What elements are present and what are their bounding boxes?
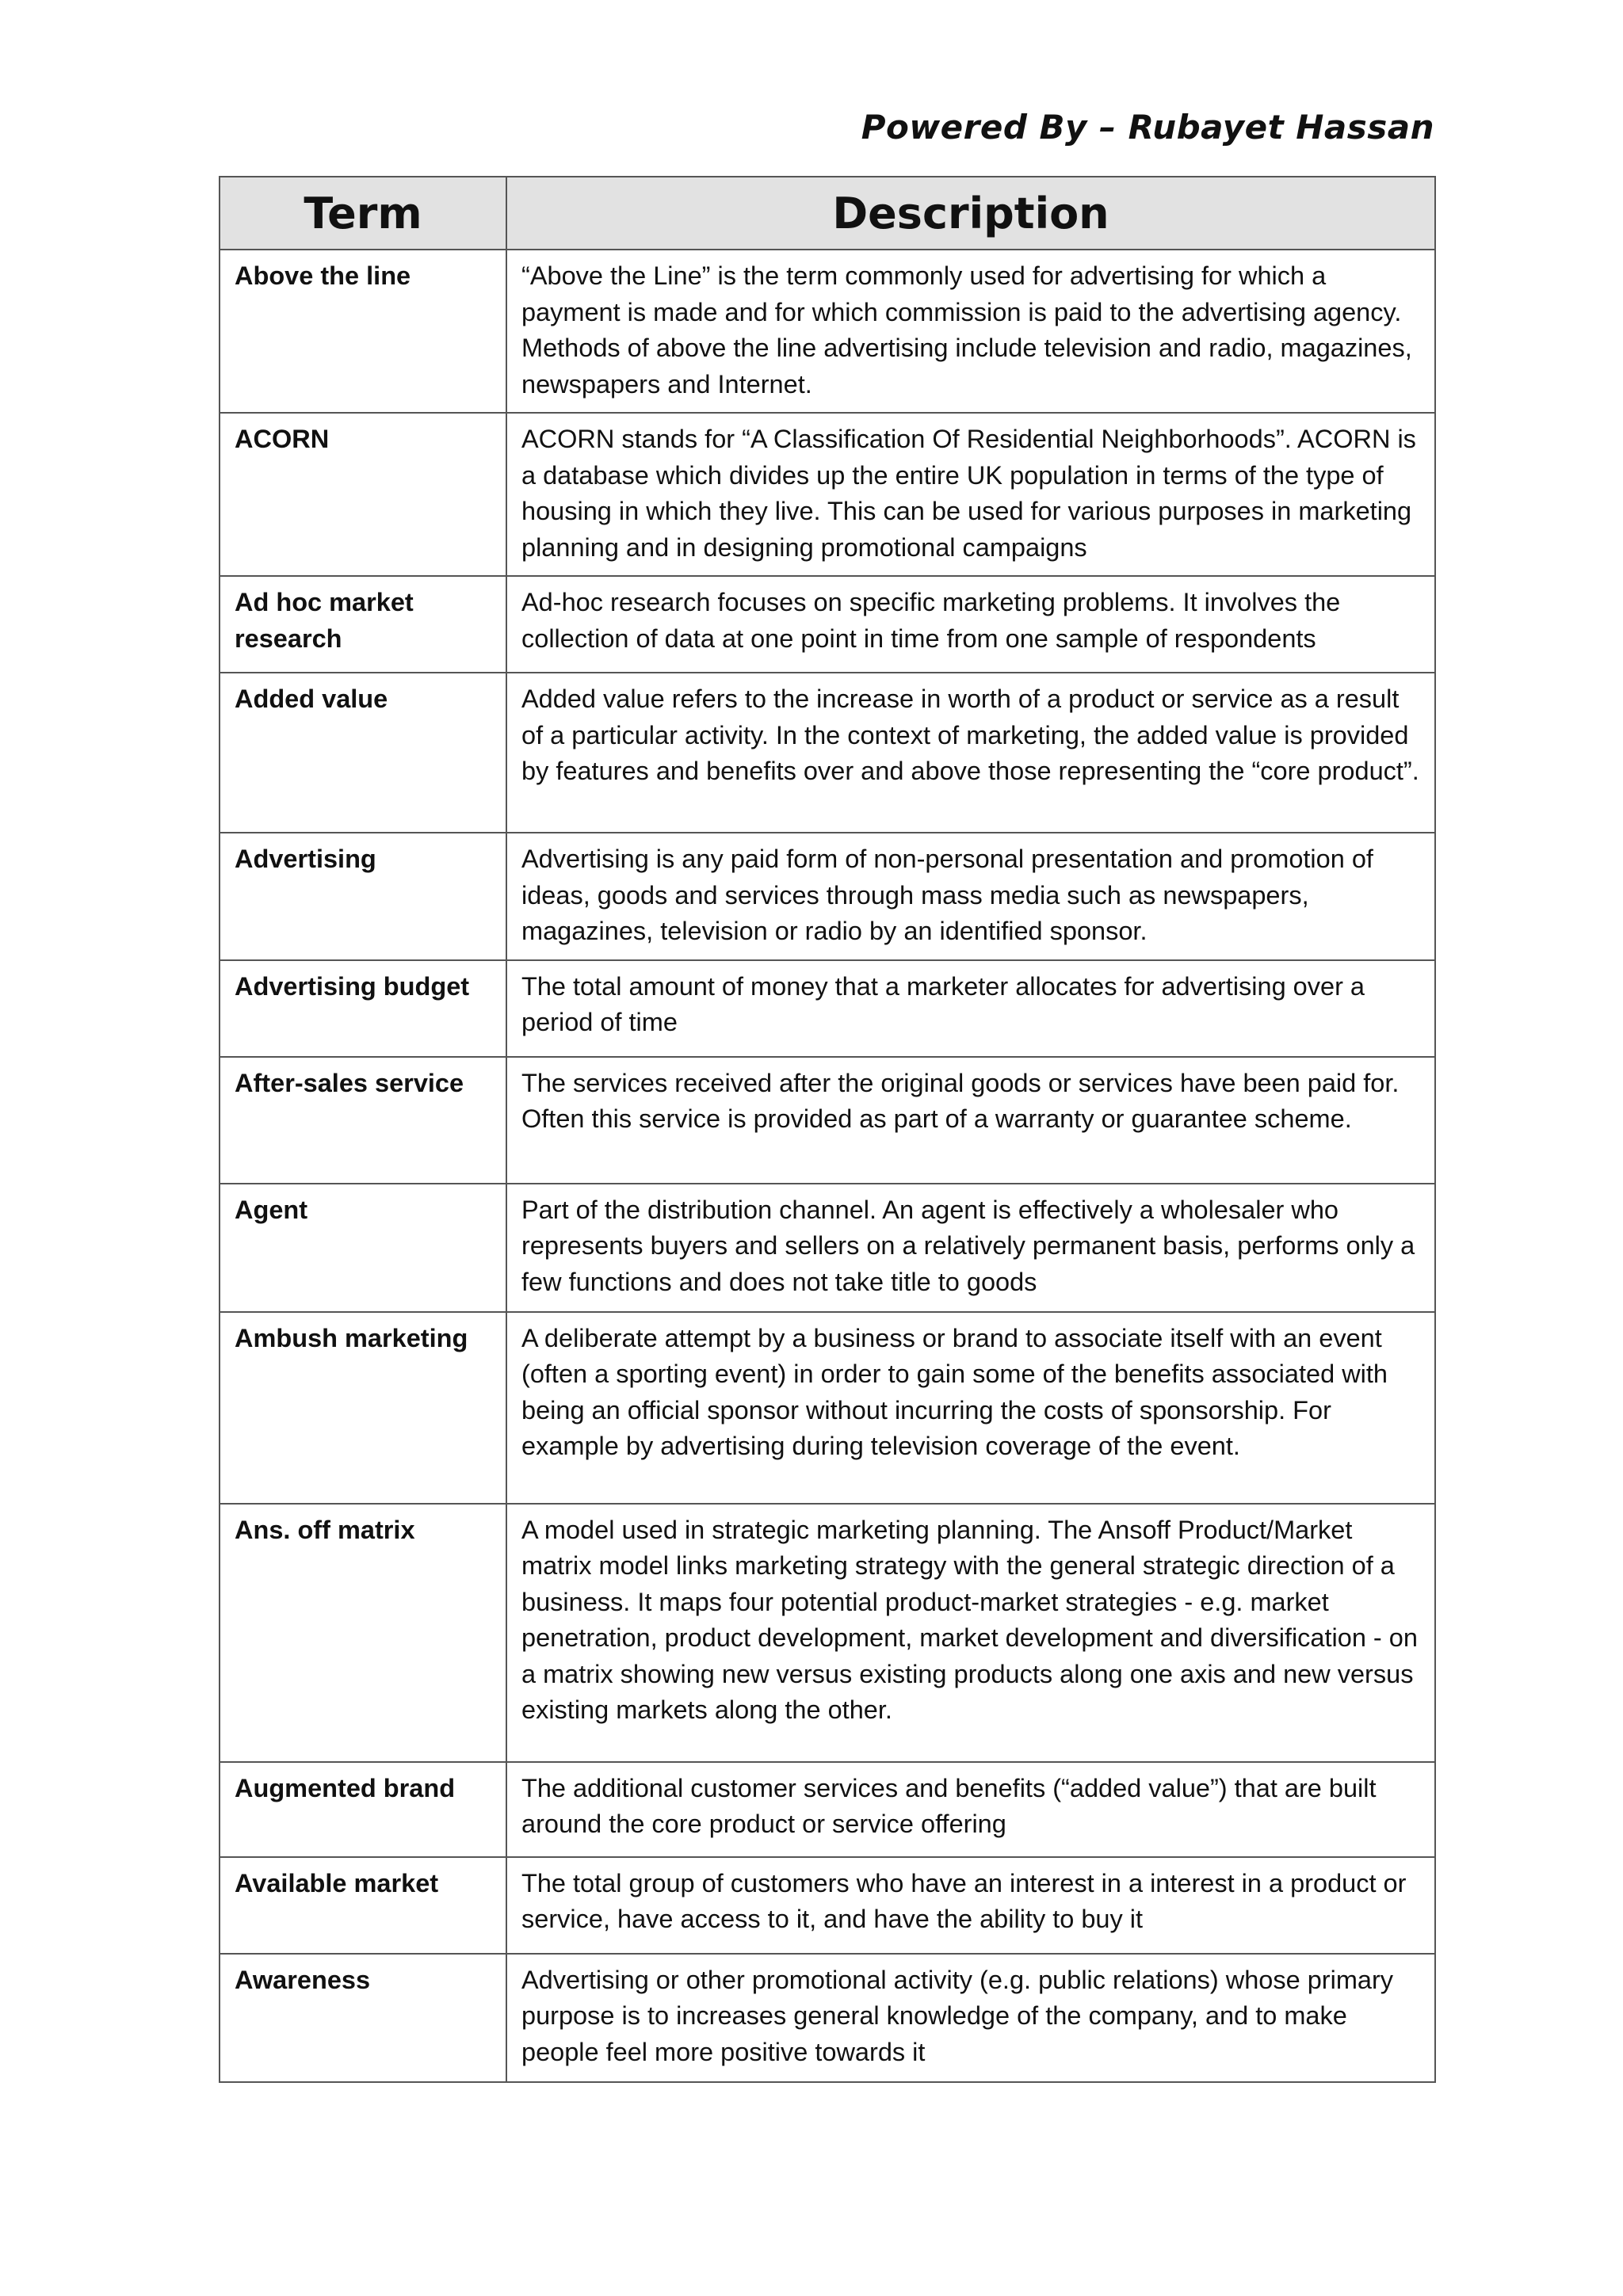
table-row <box>220 576 1435 673</box>
header-credit: Powered By – Rubayet Hassan <box>861 108 1434 147</box>
glossary-table <box>219 176 1436 2083</box>
description-cell: Part of the distribution channel. An agent is effectively a wholesaler who represents buyers and sellers on a relatively permanent basis, performs only a few functions and does not take title to goods <box>506 1184 1435 1312</box>
term-cell: ACORN <box>220 413 506 576</box>
term-cell: Advertising budget <box>220 960 506 1057</box>
table-row <box>220 250 1435 413</box>
table-row <box>220 1312 1435 1504</box>
description-cell: ACORN stands for “A Classification Of Residential Neighborhoods”. ACORN is a database which divides up the entire UK population in terms of the type of housing in which they live. This can be used for various purposes in marketing planning and in designing promotional campaigns <box>506 413 1435 576</box>
description-cell: Advertising or other promotional activity (e.g. public relations) whose primary purpose is to increases general knowledge of the company, and to make people feel more positive towards it <box>506 1954 1435 2082</box>
description-cell: A deliberate attempt by a business or brand to associate itself with an event (often a sporting event) in order to gain some of the benefits associated with being an official sponsor without incurring the costs of sponsorship. For example by advertising during television coverage of the event. <box>506 1312 1435 1504</box>
table-row <box>220 1184 1435 1312</box>
column-header-term: Term <box>220 177 506 250</box>
term-cell: After-sales service <box>220 1057 506 1184</box>
term-cell: Augmented brand <box>220 1762 506 1857</box>
table-row <box>220 1857 1435 1954</box>
term-cell: Advertising <box>220 833 506 960</box>
description-cell: The total amount of money that a marketer allocates for advertising over a period of time <box>506 960 1435 1057</box>
table-header-row <box>220 177 1435 250</box>
table-row <box>220 413 1435 576</box>
term-cell: Added value <box>220 673 506 833</box>
term-cell: Ad hoc market research <box>220 576 506 673</box>
table-row <box>220 833 1435 960</box>
term-cell: Available market <box>220 1857 506 1954</box>
term-cell: Ambush marketing <box>220 1312 506 1504</box>
term-cell: Above the line <box>220 250 506 413</box>
table-row <box>220 1762 1435 1857</box>
description-cell: Ad-hoc research focuses on specific marketing problems. It involves the collection of data at one point in time from one sample of respondents <box>506 576 1435 673</box>
term-cell: Awareness <box>220 1954 506 2082</box>
description-cell: A model used in strategic marketing planning. The Ansoff Product/Market matrix model links marketing strategy with the general strategic direction of a business. It maps four potential product-market strategies - e.g. market penetration, product development, market development and diversification - on a matrix showing new versus existing products along one axis and new versus existing markets along the other. <box>506 1504 1435 1762</box>
description-cell: Added value refers to the increase in worth of a product or service as a result of a particular activity. In the context of marketing, the added value is provided by features and benefits over and above those representing the “core product”. <box>506 673 1435 833</box>
description-cell: The total group of customers who have an interest in a interest in a product or service, have access to it, and have the ability to buy it <box>506 1857 1435 1954</box>
description-cell: The additional customer services and benefits (“added value”) that are built around the core product or service offering <box>506 1762 1435 1857</box>
table-row <box>220 1057 1435 1184</box>
description-cell: Advertising is any paid form of non-personal presentation and promotion of ideas, goods and services through mass media such as newspapers, magazines, television or radio by an identified sponsor. <box>506 833 1435 960</box>
column-header-description: Description <box>506 177 1435 250</box>
term-cell: Agent <box>220 1184 506 1312</box>
description-cell: “Above the Line” is the term commonly used for advertising for which a payment is made and for which commission is paid to the advertising agency. Methods of above the line advertising include television and radio, magazines, newspapers and Internet. <box>506 250 1435 413</box>
term-cell: Ans. off matrix <box>220 1504 506 1762</box>
description-cell: The services received after the original goods or services have been paid for. Often this service is provided as part of a warranty or guarantee scheme. <box>506 1057 1435 1184</box>
table-row <box>220 1954 1435 2082</box>
table-row <box>220 673 1435 833</box>
table-row <box>220 1504 1435 1762</box>
table-row <box>220 960 1435 1057</box>
